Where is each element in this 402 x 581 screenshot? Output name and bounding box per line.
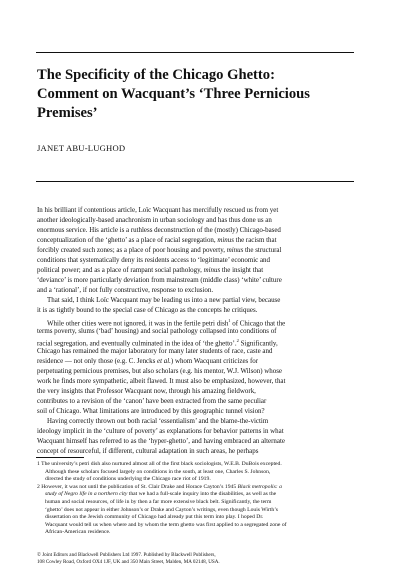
body-line: it is as tightly bound to the special case of Chicago as the concepts he critiques.	[37, 306, 258, 315]
body-line: another ideologically-based anachronism in urban sociology and has thus done us an	[37, 216, 272, 225]
footnote-line: ‘ghetto’ does not appear in either Johnson’s or Drake and Cayton’s writings, even though Louis Wirth’s	[45, 506, 278, 513]
body-line: Chicago has remained the major laboratory for many later students of race, caste and	[37, 346, 273, 355]
article-body	[37, 205, 357, 456]
title-line: The Specificity of the Chicago Ghetto:	[37, 67, 275, 83]
body-line: and a ‘rational’, if not fully constructive, response to exclusion.	[37, 286, 214, 295]
body-line: political power; and as a place of rampant social pathology, minus the insight that	[37, 266, 264, 275]
footnote-line: directed the study of conditions underlying the Chicago race riot of 1919.	[45, 476, 211, 483]
title-line: Premises’	[37, 105, 98, 121]
title-line: Comment on Wacquant’s ‘Three Pernicious	[37, 86, 310, 102]
author-rule	[36, 181, 354, 182]
body-line: soil of Chicago. What limitations are introduced by this geographic tunnel vision?	[37, 406, 265, 415]
author-name: JANET ABU-LUGHOD	[37, 143, 126, 153]
footnote-line: 2 However, it was not until the publication of St. Clair Drake and Horace Cayton’s 1945 Black metropolis: a	[37, 483, 282, 490]
body-line: terms poverty, slums (‘bad’ housing) and social pathology collapsed into conditions of	[37, 326, 277, 335]
top-rule	[36, 52, 354, 53]
body-line: residence — not only those (e.g. C. Jencks et al.) whom Wacquant criticizes for	[37, 356, 259, 365]
footnote-line: African-American residence.	[45, 529, 111, 536]
body-line: enormous service. His article is a ruthless deconstruction of the (mostly) Chicago-based	[37, 226, 281, 235]
footnote-line: Although these scholars focused largely on conditions in the south, at least one, Charles S. Johnson,	[45, 468, 271, 475]
body-line: That said, I think Loïc Wacquant may be leading us into a new partial view, because	[47, 296, 281, 305]
footnotes	[37, 461, 359, 537]
copyright-line: 108 Cowley Road, Oxford OX4 1JF, UK and 350 Main Street, Malden, MA 02148, USA.	[37, 559, 220, 565]
copyright-notice	[37, 552, 359, 566]
body-line: While other cities were not ignored, it was in the fertile petri dish$^1$ of Chicago that the	[47, 317, 286, 327]
article-title	[37, 66, 367, 123]
body-line: ‘deviance’ is more particularly deviation from mainstream (middle class) ‘white’ culture	[37, 276, 282, 285]
body-line: Having correctly thrown out both racial ‘essentialism’ and the blame-the-victim	[47, 416, 269, 425]
body-line: Wacquant himself has referred to as the ‘hyper-ghetto’, and having embraced an alternate	[37, 437, 285, 446]
body-line: perpetuating pernicious premises, but also scholars (e.g. his mentor, W.J. Wilson) whose	[37, 366, 282, 375]
footnote-line: dissertation on the Jewish community of Chicago had already put this term into play. I hoped Dr.	[45, 514, 264, 521]
footnote-line: Wacquant would tell us when where and by whom the term ghetto was first applied to a segregated zone of	[45, 521, 287, 528]
body-line: In his brilliant if contentious article, Loïc Wacquant has mercifully rescued us from yet	[37, 206, 279, 214]
body-line: the very insights that Professor Wacquant now, through his amazing fieldwork,	[37, 386, 256, 395]
copyright-line: © Joint Editors and Blackwell Publishers Ltd 1997. Published by Blackwell Publishers,	[37, 552, 216, 558]
body-line: conceptualization of the ‘ghetto’ as a place of racial segregation, minus the racism that	[37, 236, 277, 245]
footnote-line: study of Negro life in a northern city that we had a full-scale inquiry into the disabilities, as well as the	[45, 491, 277, 498]
body-line: concept of resourceful, if different, cultural adaptation in such areas, he perhaps	[37, 447, 259, 456]
footnote-rule	[36, 457, 84, 458]
body-line: contributes to a revision of the ‘canon’ have been extracted from the same peculiar	[37, 396, 267, 405]
body-line: racial segregation, and eventually culminated in the idea of ‘the ghetto’.$^2$ Significantly,	[37, 337, 278, 347]
body-line: forcibly created such zones; as a place of poor housing and poverty, minus the structural	[37, 246, 282, 255]
body-line: conditions that systematically deny its residents access to ‘legitimate’ economic and	[37, 256, 270, 265]
body-line: ideology implicit in the ‘culture of poverty’ as explanations for behavior patterns in what	[37, 427, 284, 436]
footnote-line: 1 The university’s petri dish also nurtured almost all of the first black sociologists, W.E.B. DuBois excepted.	[37, 461, 282, 467]
body-line: work he finds more sympathetic, albeit flawed. It must also be emphasized, however, that	[37, 376, 286, 385]
footnote-line: human and social resources, of life in by then a far more extensive black belt. Significantly, the term	[45, 498, 272, 505]
